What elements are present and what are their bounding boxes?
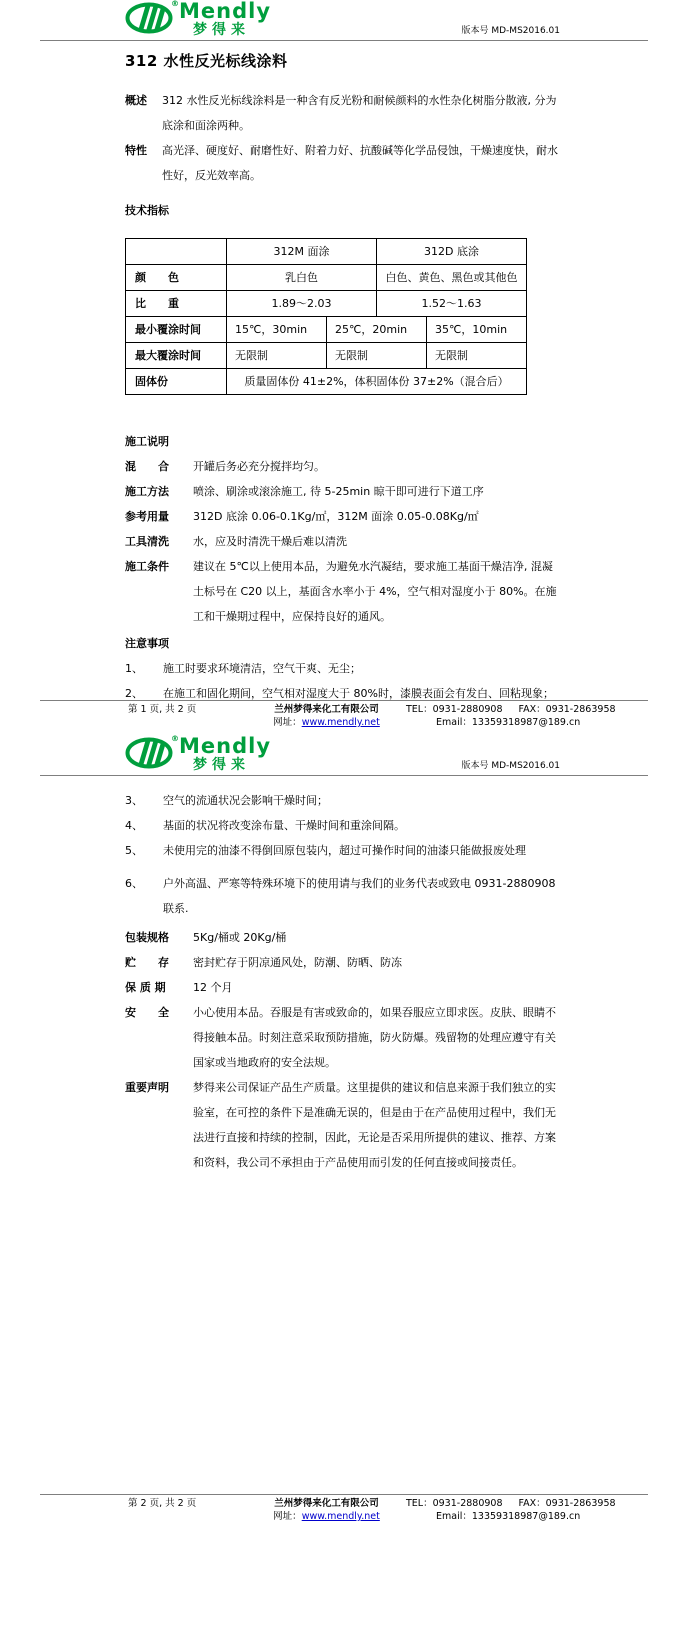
note-1-number: 1、 (125, 662, 143, 675)
header-rule (40, 40, 648, 41)
page2-content (0, 776, 687, 1175)
note-1-text: 施工时要求环境清洁，空气干爽、无尘； (163, 662, 361, 675)
row-label-solids: 固体份 (126, 369, 227, 395)
max-recoat-15c: 无限制 (227, 343, 327, 369)
website-line (259, 716, 394, 729)
note-item-6 (125, 871, 560, 921)
shelf-life-row (125, 975, 560, 1000)
footer-rule (40, 1494, 648, 1495)
tel-number: TEL：0931-2880908 (406, 704, 503, 715)
method-label: 施工方法 (125, 485, 169, 498)
storage-label: 贮 存 (125, 956, 169, 969)
safety-row (125, 1000, 560, 1075)
fax-number: FAX：0931-2863958 (518, 704, 616, 715)
mendly-logo-icon (125, 0, 179, 35)
construction-title: 施工说明 (125, 435, 169, 448)
max-recoat-25c: 无限制 (327, 343, 427, 369)
email-address: Email：13359318987@189.cn (436, 1511, 581, 1522)
website-line (259, 1510, 394, 1523)
page1-footer (0, 700, 687, 729)
packing-text: 5Kg/桶或 20Kg/桶 (193, 931, 287, 944)
page-number: 第 2 页, 共 2 页 (128, 1498, 197, 1509)
registered-mark-icon: ® (171, 0, 179, 8)
website-link[interactable]: www.mendly.net (301, 1511, 380, 1522)
table-row-min-recoat (126, 317, 527, 343)
note-3-text: 空气的流通状况会影响干燥时间； (163, 794, 328, 807)
company-name: 兰州梦得来化工有限公司 (274, 704, 379, 715)
page-number: 第 1 页, 共 2 页 (128, 704, 197, 715)
dosage-text: 312D 底涂 0.06-0.1Kg/㎡，312M 面涂 0.05-0.08Kg/㎡ (193, 510, 479, 523)
note-2-number: 2、 (125, 687, 143, 700)
page-header (0, 735, 687, 775)
disclaimer-label: 重要声明 (125, 1081, 169, 1094)
note-item-4 (125, 813, 560, 838)
solids-value: 质量固体份 41±2%，体积固体份 37±2%（混合后） (227, 369, 527, 395)
overview-text: 312 水性反光标线涂料是一种含有反光粉和耐候颜料的水性杂化树脂分散液, 分为底涂和面涂两种。 (162, 94, 557, 132)
shelf-life-label: 保 质 期 (125, 981, 166, 994)
version-label: 版本号 MD-MS2016.01 (461, 26, 560, 36)
storage-text: 密封贮存于阴凉通风处，防潮、防晒、防冻 (193, 956, 402, 969)
features-row (125, 138, 560, 188)
packing-row (125, 925, 560, 950)
gravity-primer: 1.52～1.63 (377, 291, 527, 317)
note-2-text: 在施工和固化期间，空气相对湿度大于 80%时，漆膜表面会有发白、回粘现象； (163, 687, 554, 700)
overview-label: 概述 (125, 94, 147, 107)
mendly-logo (125, 1, 271, 37)
mendly-logo (125, 736, 271, 772)
features-text: 高光泽、硬度好、耐磨性好、附着力好、抗酸碱等化学品侵蚀，干燥速度快，耐水性好，反光效率高。 (162, 144, 558, 182)
row-label-max-recoat: 最大覆涂时间 (126, 343, 227, 369)
storage-row (125, 950, 560, 975)
col-header-312d: 312D 底涂 (377, 239, 527, 265)
conditions-text: 建议在 5℃以上使用本品，为避免水汽凝结，要求施工基面干燥洁净, 混凝土标号在 C20 以上，基面含水率小于 4%，空气相对湿度小于 80%。在施工和干燥期过程中，应保持良好的通风。 (193, 560, 557, 623)
conditions-label: 施工条件 (125, 560, 169, 573)
telfax-line (406, 703, 616, 716)
email-address: Email：13359318987@189.cn (436, 717, 581, 728)
safety-label: 安 全 (125, 1006, 169, 1019)
notes-title: 注意事项 (125, 637, 169, 650)
max-recoat-35c: 无限制 (427, 343, 527, 369)
note-3-number: 3、 (125, 794, 143, 807)
construction-item-dosage (125, 504, 560, 529)
construction-item-conditions (125, 554, 560, 629)
tech-specs-title: 技术指标 (125, 204, 169, 217)
note-item-1 (125, 656, 560, 681)
registered-mark-icon: ® (171, 735, 179, 743)
table-corner-cell (126, 239, 227, 265)
col-header-312m: 312M 面涂 (227, 239, 377, 265)
website-label: 网址： (273, 717, 302, 728)
page2-footer (0, 1494, 687, 1523)
construction-item-cleaning (125, 529, 560, 554)
note-4-text: 基面的状况将改变涂布量、干燥时间和重涂间隔。 (163, 819, 405, 832)
row-label-gravity: 比 重 (126, 291, 227, 317)
tel-number: TEL：0931-2880908 (406, 1498, 503, 1509)
page1-content (0, 49, 687, 706)
product-title: 312 水性反光标线涂料 (125, 52, 288, 70)
disclaimer-text: 梦得来公司保证产品生产质量。这里提供的建议和信息来源于我们独立的实验室，在可控的条件下是准确无误的，但是由于在产品使用过程中，我们无法进行直接和持续的控制，因此，无论是否采用所提供的建议、推荐、方案和资料，我公司不承担由于产品使用而引发的任何直接或间接责任。 (193, 1081, 556, 1169)
dosage-label: 参考用量 (125, 510, 169, 523)
brand-name: Mendly (179, 735, 272, 758)
brand-name: Mendly (179, 0, 272, 23)
cleaning-label: 工具清洗 (125, 535, 169, 548)
page-2 (0, 735, 687, 1638)
min-recoat-15c: 15℃，30min (227, 317, 327, 343)
construction-item-method (125, 479, 560, 504)
table-row-solids (126, 369, 527, 395)
packing-label: 包装规格 (125, 931, 169, 944)
brand-name-chinese: 梦得来 (193, 22, 250, 38)
features-label: 特性 (125, 144, 147, 157)
color-primer: 白色、黄色、黑色或其他色 (377, 265, 527, 291)
safety-text: 小心使用本品。吞服是有害或致命的，如果吞服应立即求医。皮肤、眼睛不得接触本品。时刻注意采取预防措施，防火防爆。残留物的处理应遵守有关国家或当地政府的安全法规。 (193, 1006, 556, 1069)
method-text: 喷涂、刷涂或滚涂施工, 待 5-25min 晾干即可进行下道工序 (193, 485, 484, 498)
table-row-gravity (126, 291, 527, 317)
shelf-life-text: 12 个月 (193, 981, 233, 994)
telfax-line (406, 1497, 616, 1510)
gravity-topcoat: 1.89～2.03 (227, 291, 377, 317)
website-link[interactable]: www.mendly.net (301, 717, 380, 728)
row-label-color: 颜 色 (126, 265, 227, 291)
note-6-number: 6、 (125, 877, 143, 890)
min-recoat-25c: 25℃，20min (327, 317, 427, 343)
mixing-label: 混 合 (125, 460, 169, 473)
table-row-color (126, 265, 527, 291)
cleaning-text: 水，应及时清洗干燥后难以清洗 (193, 535, 347, 548)
fax-number: FAX：0931-2863958 (518, 1498, 616, 1509)
mixing-text: 开罐后务必充分搅拌均匀。 (193, 460, 325, 473)
construction-item-mixing (125, 454, 560, 479)
note-6-text: 户外高温、严寒等特殊环境下的使用请与我们的业务代表或致电 0931-2880908 联系. (163, 877, 556, 915)
website-label: 网址： (273, 1511, 302, 1522)
overview-row (125, 88, 560, 138)
version-label: 版本号 MD-MS2016.01 (461, 761, 560, 771)
table-row-max-recoat (126, 343, 527, 369)
disclaimer-row (125, 1075, 560, 1175)
spec-table (125, 238, 527, 395)
note-4-number: 4、 (125, 819, 143, 832)
page-header (0, 0, 687, 40)
note-item-3 (125, 788, 560, 813)
company-name: 兰州梦得来化工有限公司 (274, 1498, 379, 1509)
note-5-text: 未使用完的油漆不得倒回原包装内，超过可操作时间的油漆只能做报废处理 (163, 844, 526, 857)
mendly-logo-icon (125, 735, 179, 770)
row-label-min-recoat: 最小覆涂时间 (126, 317, 227, 343)
note-5-number: 5、 (125, 844, 143, 857)
page-1 (0, 0, 687, 735)
brand-name-chinese: 梦得来 (193, 757, 250, 773)
footer-rule (40, 700, 648, 701)
min-recoat-35c: 35℃，10min (427, 317, 527, 343)
color-topcoat: 乳白色 (227, 265, 377, 291)
table-header-row (126, 239, 527, 265)
note-item-5 (125, 838, 560, 863)
